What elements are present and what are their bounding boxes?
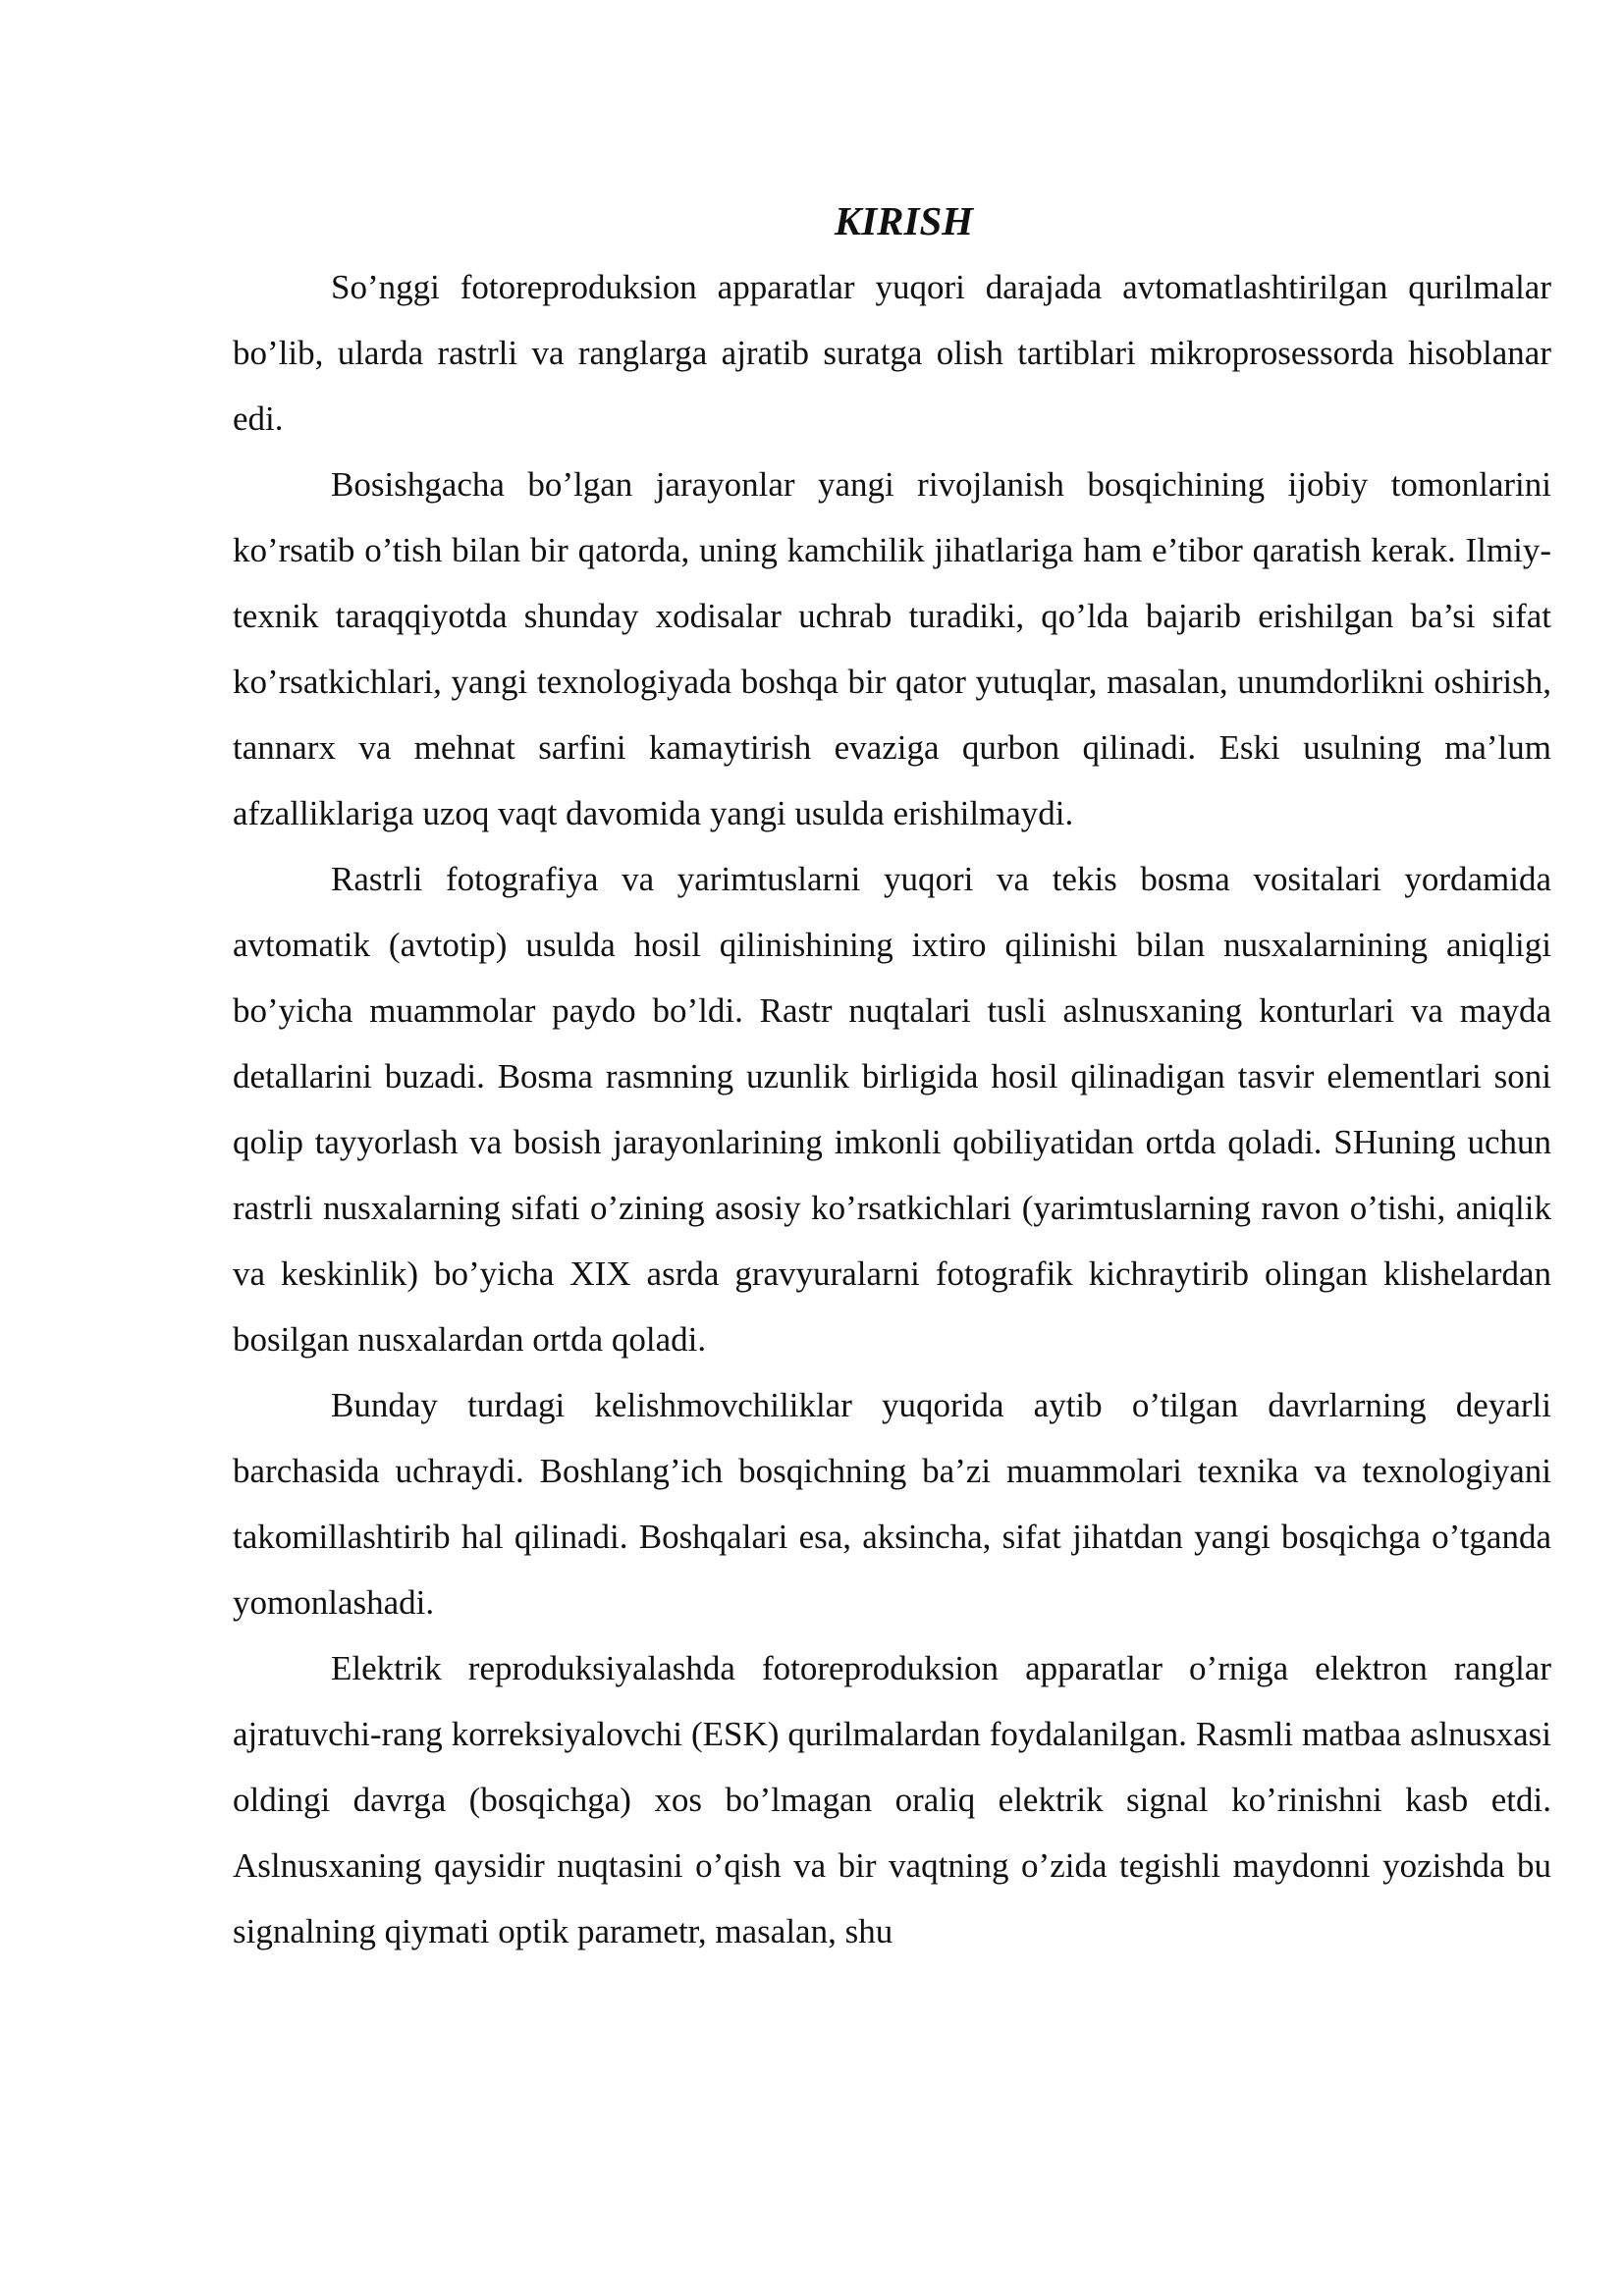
paragraph: Rastrli fotografiya va yarimtuslarni yuqori va tekis bosma vositalari yordamida avtomatik (avtotip) usulda hosil qilinishining ixtiro qilinishi bilan nusxalarnining aniqligi bo’yicha muammolar paydo bo’ldi. Rastr nuqtalari tusli aslnusxaning konturlari va mayda detallarini buzadi. Bosma rasmning uzunlik birligida hosil qilinadigan tasvir elementlari soni qolip tayyorlash va bosish jarayonlarining imkonli qobiliyatidan ortda qoladi. SHuning uchun rastrli nusxalarning sifati o’zining asosiy ko’rsatkichlari (yarimtuslarning ravon o’tishi, aniqlik va keskinlik) bo’yicha XIX asrda gravyuralarni fotografik kichraytirib olingan klishelardan bosilgan nusxalardan ortda qoladi. — [233, 860, 1551, 1359]
page-title: KIRISH — [834, 198, 974, 243]
paragraph: So’nggi fotoreproduksion apparatlar yuqori darajada avtomatlashtirilgan qurilmalar bo’lib, ularda rastrli va ranglarga ajratib suratga olish tartiblari mikroprosessorda hisoblanar edi. — [233, 268, 1551, 438]
paragraph: Elektrik reproduksiyalashda fotoreproduksion apparatlar o’rniga elektron ranglar ajratuvchi-rang korreksiyalovchi (ESK) qurilmalardan foydalanilgan. Rasmli matbaa aslnusxasi oldingi davrga (bosqichga) xos bo’lmagan oraliq elektrik signal ko’rinishni kasb etdi. Aslnusxaning qaysidir nuqtasini o’qish va bir vaqtning o’zida tegishli maydonni yozishda bu signalning qiymati optik parametr, masalan, shu — [233, 1649, 1551, 1950]
paragraph: Bosishgacha bo’lgan jarayonlar yangi rivojlanish bosqichining ijobiy tomonlarini ko’rsatib o’tish bilan bir qatorda, uning kamchilik jihatlariga ham e’tibor qaratish kerak. Ilmiy-texnik taraqqiyotda shunday xodisalar uchrab turadiki, qo’lda bajarib erishilgan ba’si sifat ko’rsatkichlari, yangi texnologiyada boshqa bir qator yutuqlar, masalan, unumdorlikni oshirish, tannarx va mehnat sarfini kamaytirish evaziga qurbon qilinadi. Eski usulning ma’lum afzalliklariga uzoq vaqt davomida yangi usulda erishilmaydi. — [233, 465, 1551, 832]
document-body — [233, 188, 1551, 1964]
paragraph: Bunday turdagi kelishmovchiliklar yuqorida aytib o’tilgan davrlarning deyarli barchasida uchraydi. Boshlang’ich bosqichning ba’zi muammolari texnika va texnologiyani takomillashtirib hal qilinadi. Boshqalari esa, aksincha, sifat jihatdan yangi bosqichga o’tganda yomonlashadi. — [233, 1386, 1551, 1622]
